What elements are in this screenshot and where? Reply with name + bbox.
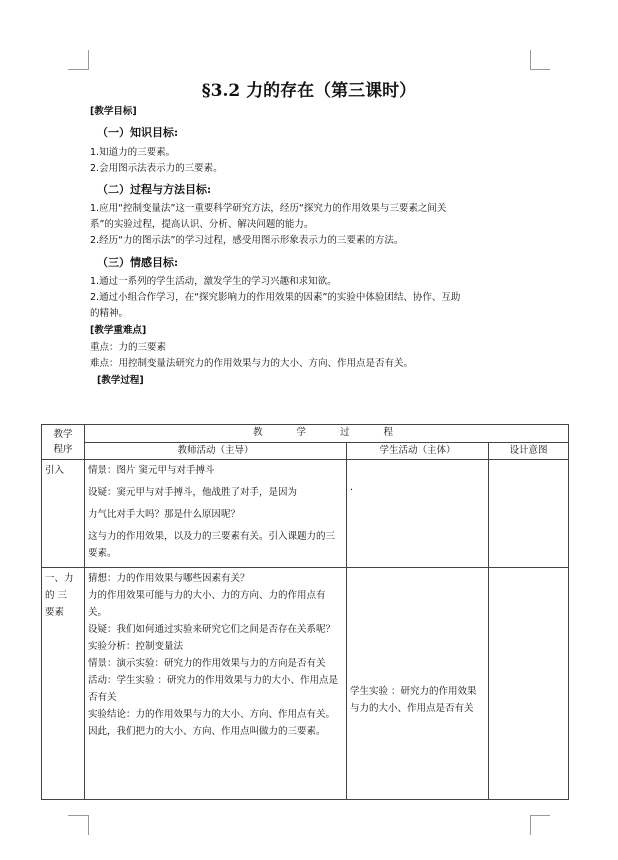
crop-mark-bottom-left — [68, 815, 88, 816]
emotion-item: 2.通过小组合作学习，在“探究影响力的作用效果的因素”的实验中体验团结、协作、互助 — [90, 292, 461, 303]
stage-cell: 引入 — [42, 460, 85, 568]
process-span-header: 教学过程 — [85, 425, 569, 443]
design-intent-header: 设计意图 — [489, 442, 569, 460]
stage-header — [42, 425, 85, 460]
teacher-line: 实验分析：控制变量法 — [88, 641, 184, 652]
stage-header-line: 教学 — [53, 429, 73, 440]
key-point: 重点：力的三要素 — [90, 342, 167, 353]
teacher-line: 实验结论：力的作用效果与力的大小、方向、作用点有关。 — [88, 709, 336, 720]
knowledge-item: 2.会用图示法表示力的三要素。 — [90, 163, 223, 174]
crop-mark-bottom-right — [530, 815, 531, 835]
teacher-line: 这与力的作用效果，以及力的三要素有关。引入课题力的三要素。 — [88, 531, 336, 559]
teaching-process-table — [41, 424, 569, 800]
crop-mark-bottom-left — [88, 815, 89, 835]
stage-line: 一、力 — [45, 573, 74, 584]
process-method-item: 系”的实验过程，提高认识、分析、解决问题的能力。 — [90, 219, 314, 230]
student-activity-cell: · — [347, 460, 489, 568]
stage-line: 的 三 — [45, 590, 68, 601]
teacher-line: 活动：学生实验 ：研究力的作用效果与力的大小、作用点是否有关 — [88, 675, 339, 703]
teacher-line: 设疑：我们如何通过实验来研究它们之间是否存在关系呢？ — [88, 624, 336, 635]
process-method-item: 1.应用“控制变量法”这一重要科学研究方法，经历“探究力的作用效果与三要素之间关 — [90, 203, 447, 214]
goals-heading: [教学目标] — [90, 106, 137, 117]
student-activity-cell: 学生实验 ：研究力的作用效果与力的大小、作用点是否有关 — [347, 568, 489, 800]
emotion-item: 的精神。 — [90, 308, 129, 319]
teacher-line: 力的作用效果可能与力的大小、力的方向、力的作用点有关。 — [88, 590, 326, 618]
knowledge-item: 1.知道力的三要素。 — [90, 147, 176, 158]
stage-header-line: 程序 — [53, 444, 73, 455]
process-method-item: 2.经历“力的图示法”的学习过程，感受用图示形象表示力的三要素的方法。 — [90, 235, 404, 246]
stage-line: 要素 — [45, 607, 65, 618]
design-intent-cell — [489, 568, 569, 800]
teacher-line: 力气比对手大吗？那是什么原因呢？ — [88, 509, 241, 520]
teacher-line: 猜想：力的作用效果与哪些因素有关？ — [88, 573, 250, 584]
teacher-line: 情景：演示实验：研究力的作用效果与力的方向是否有关 — [88, 658, 326, 669]
stage-cell — [42, 568, 85, 800]
teacher-line: 因此，我们把力的大小、方向、作用点叫做力的三要素。 — [88, 726, 326, 737]
teacher-activity-header: 教师活动（主导） — [85, 442, 347, 460]
page-title: §3.2 力的存在（第三课时） — [201, 81, 417, 101]
teacher-line: 情景：图片 窦元甲与对手搏斗 — [88, 465, 215, 476]
process-method-heading: （二）过程与方法目标: — [97, 183, 212, 196]
knowledge-heading: （一）知识目标: — [97, 126, 179, 139]
crop-mark-top-left — [88, 50, 89, 70]
crop-mark-top-left — [68, 69, 88, 70]
student-activity-header: 学生活动（主体） — [347, 442, 489, 460]
design-intent-cell — [489, 460, 569, 568]
emotion-item: 1.通过一系列的学生活动，激发学生的学习兴趣和求知欲。 — [90, 276, 337, 287]
teacher-line: 设疑：窦元甲与对手搏斗，他战胜了对手，是因为 — [88, 487, 298, 498]
difficult-point: 难点：用控制变量法研究力的作用效果与力的大小、方向、作用点是否有关。 — [90, 358, 414, 369]
crop-mark-top-right — [530, 69, 550, 70]
teacher-activity-cell — [85, 460, 347, 568]
process-heading: [教学过程] — [97, 375, 144, 386]
crop-mark-top-right — [530, 50, 531, 70]
teacher-activity-cell — [85, 568, 347, 800]
emotion-heading: （三）情感目标: — [97, 256, 179, 269]
crop-mark-bottom-right — [530, 815, 550, 816]
key-points-heading: [教学重难点] — [90, 325, 147, 336]
